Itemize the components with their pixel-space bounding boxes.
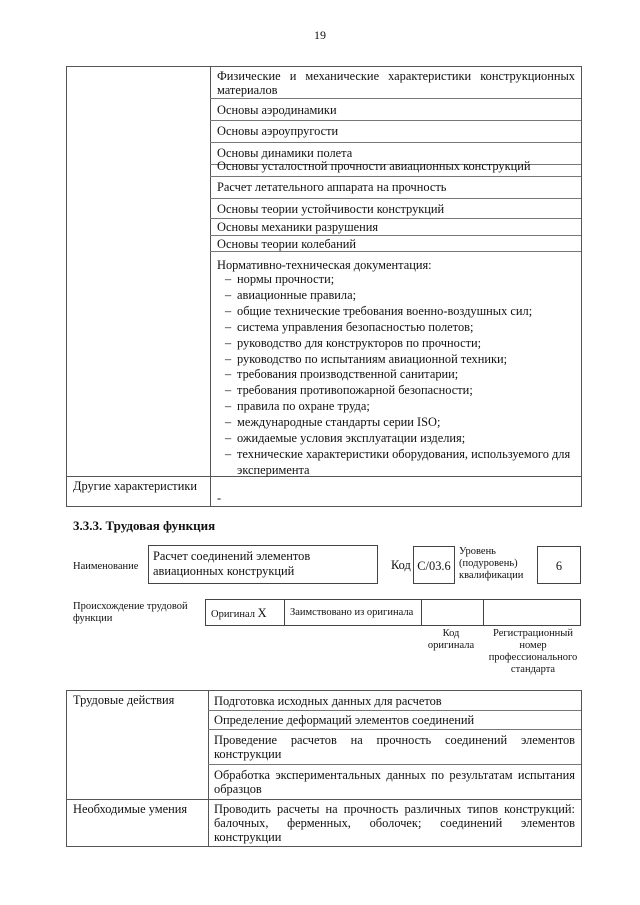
code-caption: Код оригинала (427, 628, 475, 651)
knowledge-item: Основы усталостной прочности авиационных конструкций (217, 159, 531, 173)
function-code-box (413, 546, 455, 584)
knowledge-item: Основы аэродинамики (217, 103, 337, 117)
original-label: Оригинал (211, 609, 255, 620)
level-value: 6 (555, 559, 563, 573)
knowledge-item: Расчет летательного аппарата на прочность (217, 180, 447, 194)
origin-table (205, 599, 581, 626)
knowledge-item: Основы динамики полета (217, 146, 353, 160)
other-characteristics-value: - (217, 491, 222, 505)
skills-label: Необходимые умения (73, 802, 188, 816)
level-label: Уровень (подуровень) квалификации (459, 546, 524, 581)
normative-item: – международные стандарты серии ISO; (217, 415, 575, 431)
knowledge-item: Основы теории колебаний (217, 237, 357, 251)
normative-item: – правила по охране труда; (217, 399, 575, 415)
knowledge-item: Основы механики разрушения (217, 220, 379, 234)
function-name-box (148, 545, 378, 584)
labor-action-item: Обработка экспериментальных данных по результатам испытания образцов (214, 768, 575, 796)
skill-item: Проводить расчеты на прочность различных типов конструкций: балочных, ферменных, оболочек; соединений элементов конструкции (214, 802, 575, 844)
normative-item: – требования противопожарной безопасности; (217, 383, 575, 399)
normative-item: – ожидаемые условия эксплуатации изделия; (217, 431, 575, 447)
labor-action-item: Проведение расчетов на прочность соединений элементов конструкции (214, 733, 575, 761)
normative-block (217, 258, 575, 479)
function-code: C/03.6 (417, 559, 451, 573)
labor-table (66, 690, 582, 847)
normative-item: – руководство по испытаниям авиационной техники; (217, 352, 575, 368)
code-label: Код (391, 558, 411, 572)
section-title: 3.3.3. Трудовая функция (73, 518, 216, 533)
normative-item: – авиационные правила; (217, 288, 575, 304)
reg-caption: Регистрационный номер профессионального стандарта (488, 628, 578, 675)
normative-item: – общие технические требования военно-воздушных сил; (217, 304, 575, 320)
normative-title: Нормативно-техническая документация: (217, 258, 432, 272)
name-label: Наименование (73, 561, 139, 572)
normative-item: – технические характеристики оборудования, используемого для эксперимента (217, 447, 575, 479)
knowledge-item: Основы теории устойчивости конструкций (217, 202, 445, 216)
original-mark: X (257, 606, 267, 620)
knowledge-item: Основы аэроупругости (217, 124, 339, 138)
labor-actions-label: Трудовые действия (73, 693, 175, 707)
other-characteristics-label: Другие характеристики (73, 479, 198, 493)
normative-item: – требования производственной санитарии; (217, 367, 575, 383)
labor-action-item: Определение деформаций элементов соединений (214, 713, 475, 727)
function-name: Расчет соединений элементов авиационных конструкций (153, 549, 311, 578)
page-number: 19 (314, 28, 326, 42)
original-cell (211, 607, 267, 621)
level-box (537, 546, 581, 584)
knowledge-item: Физические и механические характеристики конструкционных материалов (217, 69, 575, 97)
normative-item: – руководство для конструкторов по прочности; (217, 336, 575, 352)
normative-item: – нормы прочности; (217, 272, 575, 288)
borrowed-label: Заимствовано из оригинала (290, 607, 414, 618)
labor-action-item: Подготовка исходных данных для расчетов (214, 694, 442, 708)
normative-item: – система управления безопасностью полетов; (217, 320, 575, 336)
knowledge-table (66, 66, 582, 507)
origin-label: Происхождение трудовой функции (73, 601, 188, 624)
normative-list (217, 272, 575, 479)
